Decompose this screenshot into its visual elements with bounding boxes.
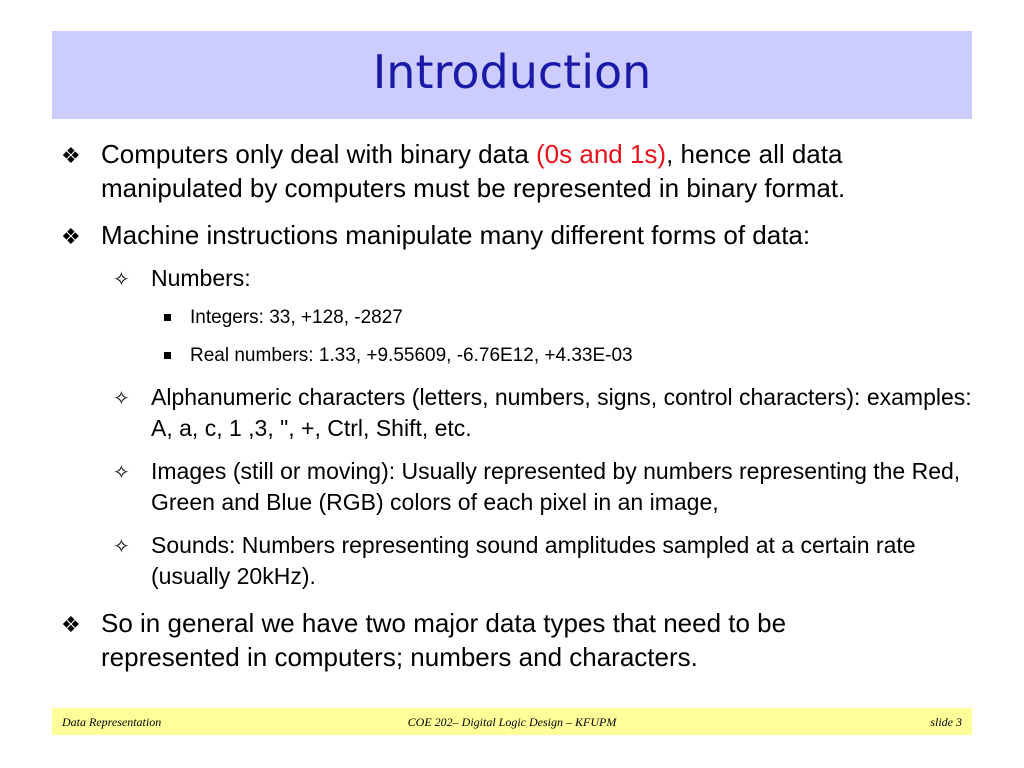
highlight-text: (0s and 1s) <box>536 139 667 169</box>
slide-footer <box>52 708 972 735</box>
bullet-text: Machine instructions manipulate many different forms of data: <box>101 220 811 250</box>
bullet-text: Sounds: Numbers representing sound amplitudes sampled at a certain rate (usually 20kHz). <box>151 532 916 589</box>
bullet-text: So in general we have two major data types that need to be represented in computers; numbers and characters. <box>101 608 787 672</box>
star-bullet-icon: ✧ <box>113 534 130 558</box>
bullet-text: Alphanumeric characters (letters, numbers, signs, control characters): examples: A, a, c, 1 ,3, ", +, Ctrl, Shift, etc. <box>151 384 972 441</box>
footer-topic: Data Representation <box>62 715 162 729</box>
bullet-text: Images (still or moving): Usually represented by numbers representing the Red, Green and Blue (RGB) colors of each pixel in an image, <box>151 458 961 515</box>
sub-bullet-sounds <box>113 530 991 592</box>
diamond-bullet-icon: ❖ <box>61 613 81 638</box>
sub-bullet-images <box>113 456 991 518</box>
diamond-bullet-icon: ❖ <box>61 144 81 169</box>
sub-sub-bullet-real-numbers <box>190 343 970 369</box>
sub-sub-bullet-integers <box>190 305 970 331</box>
star-bullet-icon: ✧ <box>113 267 130 291</box>
sub-bullet-alphanumeric <box>113 382 991 444</box>
star-bullet-icon: ✧ <box>113 460 130 484</box>
bullet-text: Integers: 33, +128, -2827 <box>190 307 403 328</box>
bullet-text: Computers only deal with binary data <box>101 139 537 169</box>
slide-title: Introduction <box>372 45 652 99</box>
sub-bullet-numbers <box>113 263 991 294</box>
bullet-text: Numbers: <box>151 265 251 291</box>
bullet-binary-data <box>61 137 981 205</box>
bullet-text: , hence all data manipulated by computers must be represented in binary format. <box>101 139 846 203</box>
diamond-bullet-icon: ❖ <box>61 225 81 250</box>
bullet-machine-instructions <box>61 218 981 252</box>
bullet-summary <box>61 606 901 674</box>
square-bullet-icon <box>164 314 171 321</box>
bullet-text: Real numbers: 1.33, +9.55609, -6.76E12, +4.33E-03 <box>190 345 633 366</box>
footer-slide-number: slide 3 <box>930 715 962 729</box>
square-bullet-icon <box>164 352 171 359</box>
footer-course: COE 202– Digital Logic Design – KFUPM <box>407 715 617 729</box>
star-bullet-icon: ✧ <box>113 386 130 410</box>
